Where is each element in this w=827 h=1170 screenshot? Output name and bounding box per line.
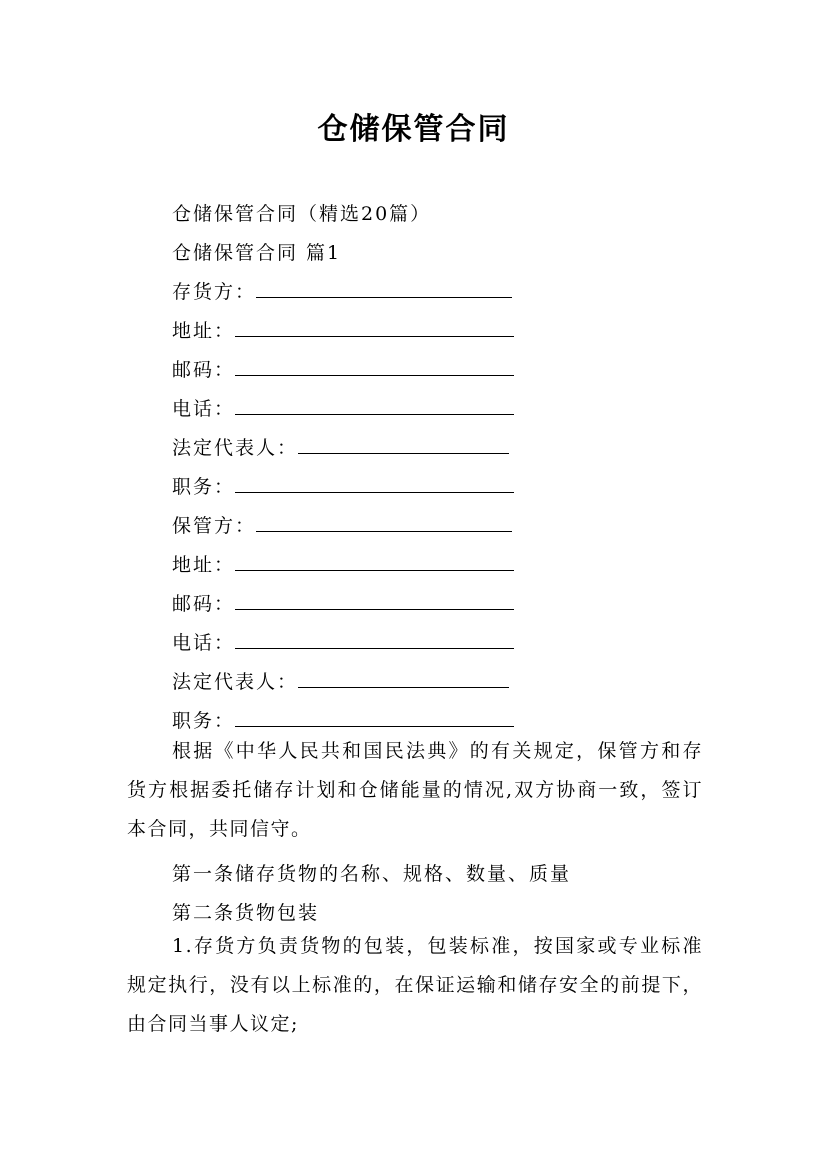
depositor-postcode-field <box>172 352 514 382</box>
blank-line <box>235 335 514 337</box>
blank-line <box>235 569 514 571</box>
field-label: 邮码： <box>172 359 236 381</box>
blank-line <box>235 491 514 493</box>
keeper-name-field <box>172 508 512 538</box>
article-2-clause-1: 1.存货方负责货物的包装，包装标准，按国家或专业标准规定执行，没有以上标准的，在保证运输和储存安全的前提下，由合同当事人议定; <box>127 935 703 1035</box>
blank-line <box>235 647 514 649</box>
keeper-phone-field <box>172 625 514 655</box>
depositor-phone-field <box>172 391 514 421</box>
field-label: 地址： <box>172 554 236 576</box>
depositor-position-field <box>172 469 514 499</box>
depositor-legal-rep-field <box>172 430 509 460</box>
article-1-heading: 第一条储存货物的名称、规格、数量、质量 <box>172 863 572 885</box>
intro-line-2: 仓储保管合同 篇1 <box>172 242 342 264</box>
keeper-position-field <box>172 703 514 733</box>
blank-line <box>235 374 514 376</box>
field-label: 职务： <box>172 476 236 498</box>
field-label: 法定代表人： <box>172 437 299 459</box>
keeper-address-field <box>172 547 514 577</box>
blank-line <box>235 725 514 727</box>
field-label: 职务： <box>172 710 236 732</box>
preamble-paragraph: 根据《中华人民共和国民法典》的有关规定，保管方和存货方根据委托储存计划和仓储能量的情况,双方协商一致，签订本合同，共同信守。 <box>127 740 703 840</box>
blank-line <box>256 530 512 532</box>
depositor-address-field <box>172 313 514 343</box>
intro-line-1: 仓储保管合同（精选20篇） <box>172 203 432 225</box>
field-label: 保管方： <box>172 515 257 537</box>
blank-line <box>235 608 514 610</box>
depositor-name-field <box>172 274 512 304</box>
article-2-heading: 第二条货物包装 <box>172 902 320 924</box>
field-label: 邮码： <box>172 593 236 615</box>
field-label: 地址： <box>172 320 236 342</box>
field-label: 电话： <box>172 632 236 654</box>
blank-line <box>298 686 509 688</box>
field-label: 存货方： <box>172 281 257 303</box>
blank-line <box>235 413 514 415</box>
keeper-postcode-field <box>172 586 514 616</box>
field-label: 法定代表人： <box>172 671 299 693</box>
field-label: 电话： <box>172 398 236 420</box>
blank-line <box>298 452 509 454</box>
keeper-legal-rep-field <box>172 664 509 694</box>
blank-line <box>256 296 512 298</box>
document-title: 仓储保管合同 <box>317 112 510 147</box>
